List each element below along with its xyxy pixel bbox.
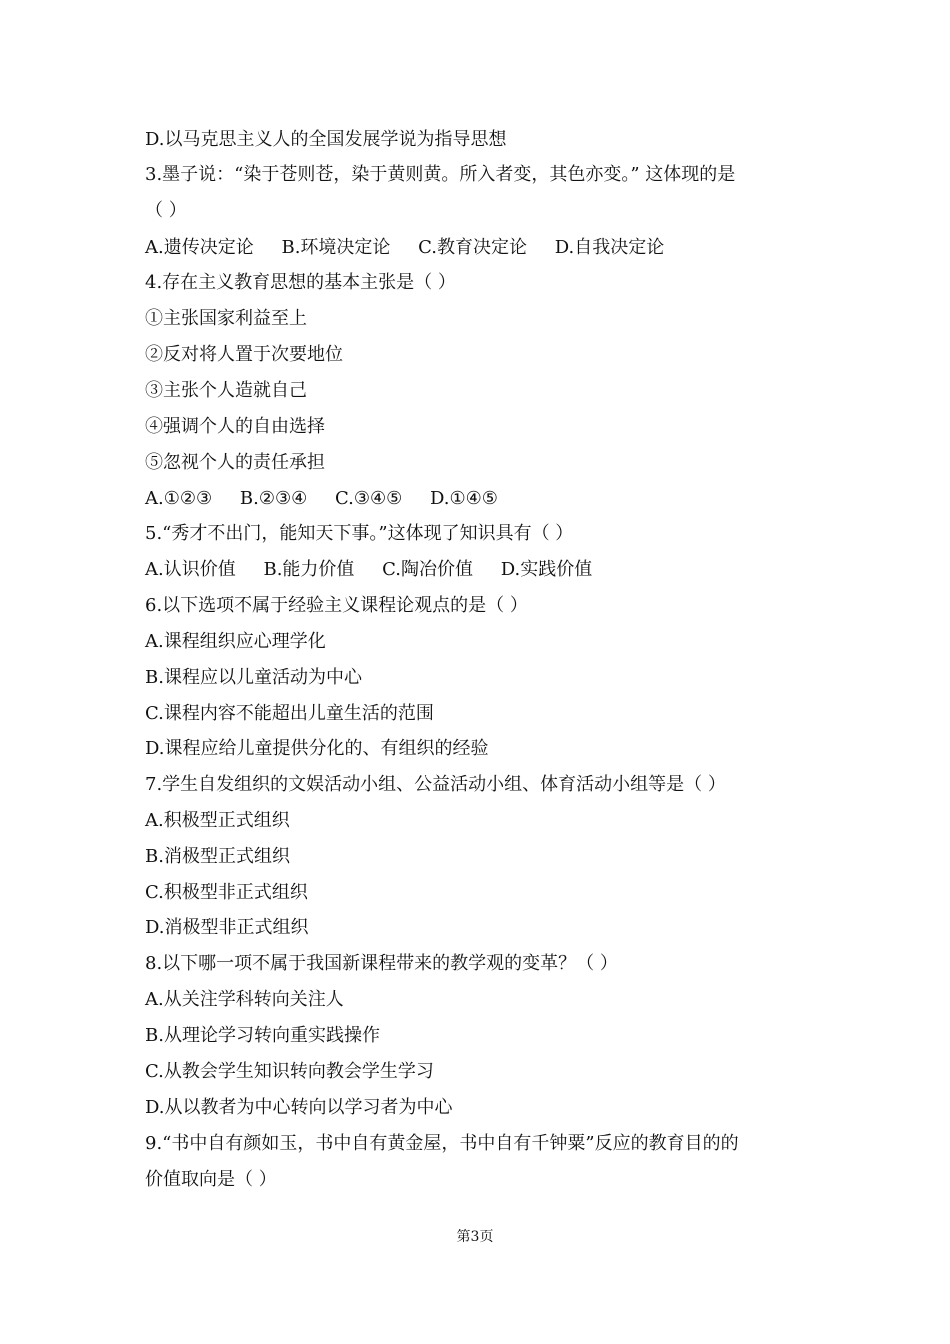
q3-options — [145, 236, 825, 260]
q8-option-b: B.从理论学习转向重实践操作 — [145, 1025, 380, 1046]
q7-option-a: A.积极型正式组织 — [145, 810, 290, 831]
q4-item-1: ①主张国家利益至上 — [145, 308, 307, 329]
q5-option-b: B.能力价值 — [263, 559, 355, 580]
q5-option-d: D.实践价值 — [500, 559, 593, 580]
q7-stem: 7.学生自发组织的文娱活动小组、公益活动小组、体育活动小组等是（ ） — [145, 774, 726, 795]
q3-option-d: D.自我决定论 — [554, 237, 665, 258]
q5-option-a: A.认识价值 — [145, 559, 236, 580]
q2-option-d: D.以马克思主义人的全国发展学说为指导思想 — [145, 129, 507, 150]
q7-option-d: D.消极型非正式组织 — [145, 917, 309, 938]
q4-options — [145, 487, 825, 511]
q6-option-a: A.课程组织应心理学化 — [145, 631, 326, 652]
q4-option-b: B.②③④ — [239, 488, 308, 509]
q6-option-b: B.课程应以儿童活动为中心 — [145, 667, 362, 688]
q4-option-a: A.①②③ — [145, 488, 213, 509]
q8-option-d: D.从以教者为中心转向以学习者为中心 — [145, 1097, 453, 1118]
q5-options — [145, 558, 825, 582]
q8-option-c: C.从教会学生知识转向教会学生学习 — [145, 1061, 434, 1082]
q9-stem-line-2: 价值取向是（ ） — [145, 1169, 277, 1190]
q4-option-c: C.③④⑤ — [334, 488, 403, 509]
q4-item-3: ③主张个人造就自己 — [145, 380, 307, 401]
q9-stem-line-1: 9.“书中自有颜如玉，书中自有黄金屋，书中自有千钟粟”反应的教育目的的 — [145, 1133, 739, 1154]
q4-item-2: ②反对将人置于次要地位 — [145, 344, 343, 365]
q8-stem: 8.以下哪一项不属于我国新课程带来的教学观的变革？（ ） — [145, 953, 618, 974]
q5-option-c: C.陶冶价值 — [382, 559, 474, 580]
q3-option-c: C.教育决定论 — [418, 237, 528, 258]
q6-stem: 6.以下选项不属于经验主义课程论观点的是（ ） — [145, 595, 528, 616]
page-number: 第3页 — [456, 1229, 494, 1245]
q4-item-5: ⑤忽视个人的责任承担 — [145, 452, 325, 473]
q7-option-b: B.消极型正式组织 — [145, 846, 290, 867]
q4-item-4: ④强调个人的自由选择 — [145, 416, 325, 437]
q3-answer-blank: （ ） — [145, 200, 187, 221]
q3-option-a: A.遗传决定论 — [145, 237, 254, 258]
q3-stem: 3.墨子说：“染于苍则苍，染于黄则黄。所入者变，其色亦变。” 这体现的是 — [145, 164, 736, 185]
q3-option-b: B.环境决定论 — [281, 237, 391, 258]
q4-option-d: D.①④⑤ — [429, 488, 498, 509]
q4-stem: 4.存在主义教育思想的基本主张是（ ） — [145, 272, 456, 293]
q8-option-a: A.从关注学科转向关注人 — [145, 989, 344, 1010]
q6-option-c: C.课程内容不能超出儿童生活的范围 — [145, 703, 434, 724]
q5-stem: 5.“秀才不出门，能知天下事。”这体现了知识具有（ ） — [145, 523, 574, 544]
q6-option-d: D.课程应给儿童提供分化的、有组织的经验 — [145, 738, 489, 759]
q7-option-c: C.积极型非正式组织 — [145, 882, 308, 903]
